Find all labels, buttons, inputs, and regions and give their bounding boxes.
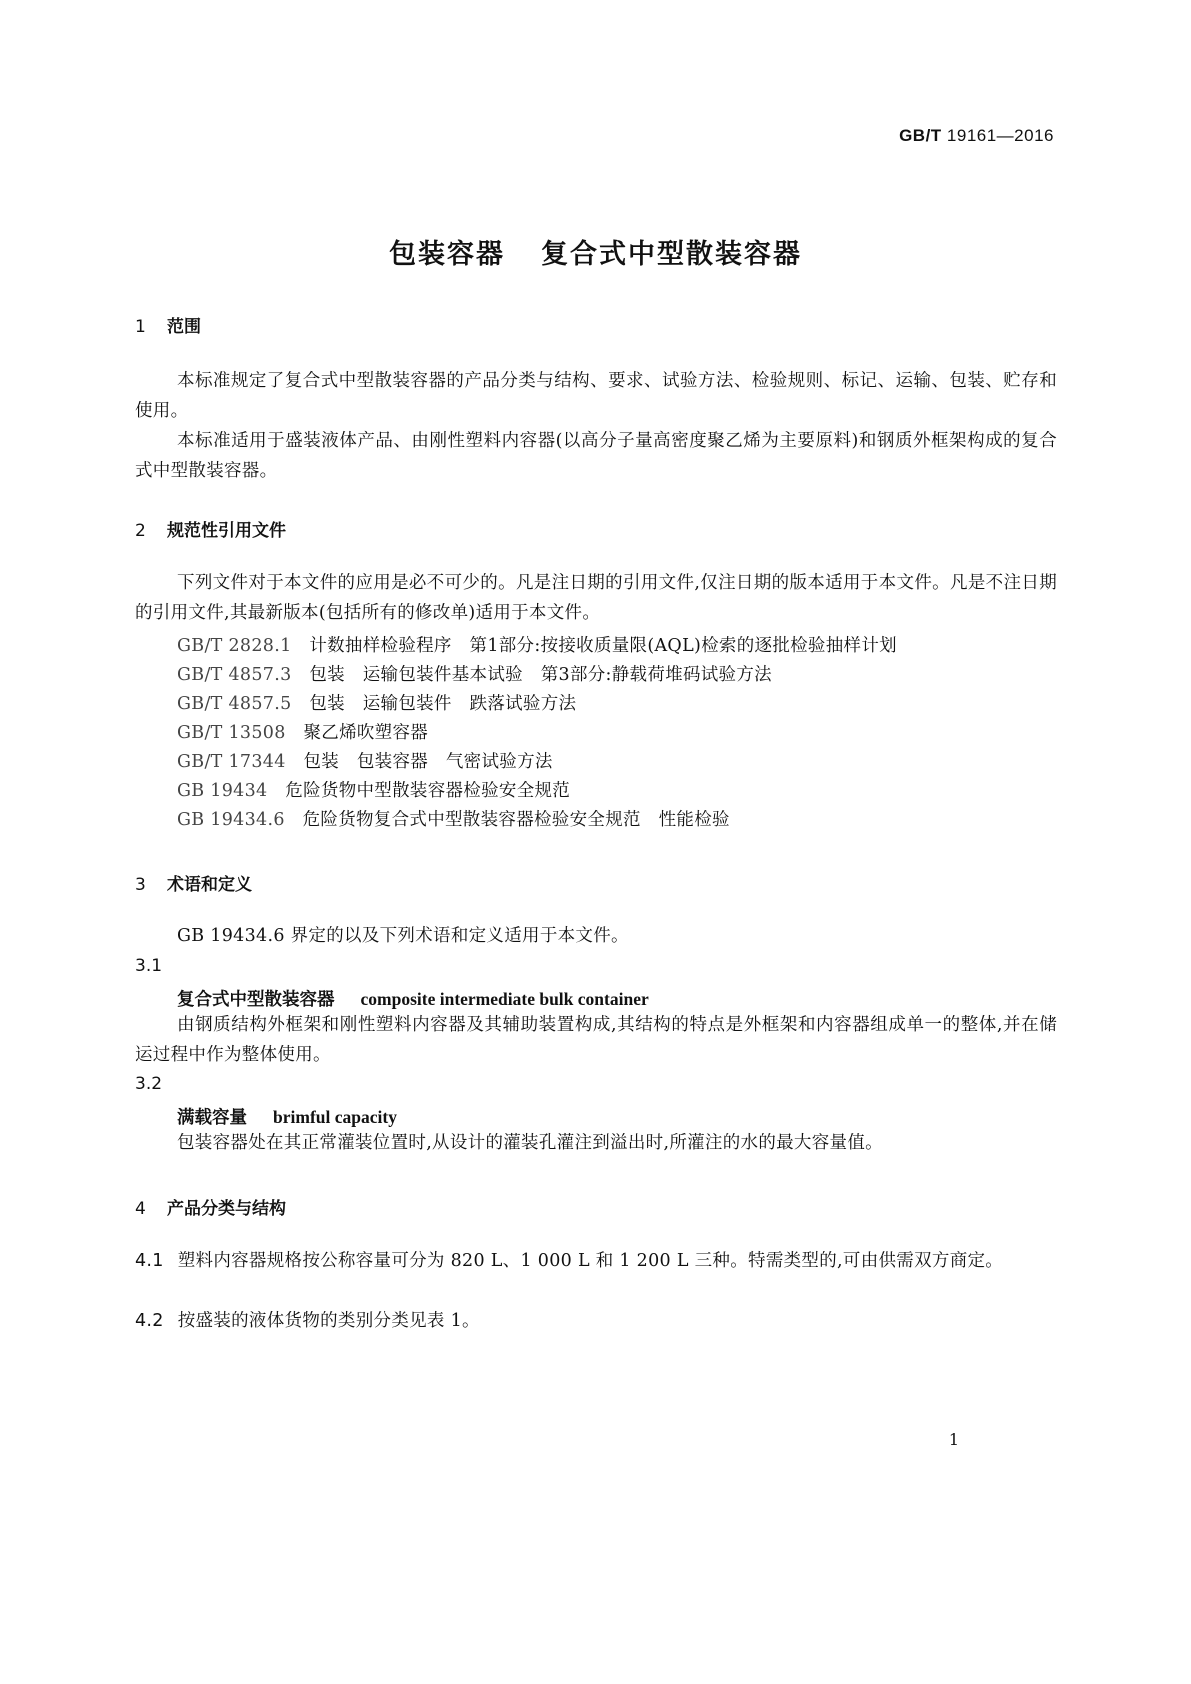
section-number: 3 <box>135 875 146 895</box>
section-title: 产品分类与结构 <box>167 1199 286 1219</box>
reference-title: 危险货物中型散装容器检验安全规范 <box>285 781 571 801</box>
section-1-paragraph-1: 本标准规定了复合式中型散装容器的产品分类与结构、要求、试验方法、检验规则、标记、运输、包装、贮存和使用。 <box>135 371 1057 421</box>
reference-code: GB/T 4857.5 <box>177 694 292 714</box>
title-part-2: 复合式中型散装容器 <box>541 239 802 270</box>
section-number: 1 <box>135 317 146 337</box>
term-definition: 包装容器处在其正常灌装位置时,从设计的灌装孔灌注到溢出时,所灌注的水的最大容量值。 <box>177 1133 883 1153</box>
section-title: 规范性引用文件 <box>167 521 286 541</box>
reference-item <box>177 748 553 773</box>
reference-title: 包装 运输包装件基本试验 第3部分:静载荷堆码试验方法 <box>309 665 772 685</box>
section-number: 2 <box>135 521 146 541</box>
reference-code: GB/T 4857.3 <box>177 665 292 685</box>
clause-4-1 <box>135 1246 1057 1276</box>
reference-title: 包装 运输包装件 跌落试验方法 <box>309 694 577 714</box>
section-title: 范围 <box>167 317 201 337</box>
term-entry <box>177 1104 397 1129</box>
reference-code: GB/T 2828.1 <box>177 636 292 656</box>
reference-item <box>177 719 428 744</box>
reference-title: 聚乙烯吹塑容器 <box>303 723 429 743</box>
clause-number: 4.2 <box>135 1311 164 1331</box>
standard-code: 19161—2016 <box>946 126 1054 145</box>
reference-item <box>177 632 897 657</box>
section-1-heading <box>135 312 201 337</box>
section-3-intro: GB 19434.6 界定的以及下列术语和定义适用于本文件。 <box>177 926 629 946</box>
clause-number: 4.1 <box>135 1251 164 1271</box>
term-definition: 由钢质结构外框架和刚性塑料内容器及其辅助装置构成,其结构的特点是外框架和内容器组成单一的整体,并在储运过程中作为整体使用。 <box>135 1015 1057 1065</box>
clause-4-2 <box>135 1306 1057 1336</box>
reference-item <box>177 690 576 715</box>
reference-code: GB/T 13508 <box>177 723 286 743</box>
section-1-paragraph-2: 本标准适用于盛装液体产品、由刚性塑料内容器(以高分子量高密度聚乙烯为主要原料)和钢质外框架构成的复合式中型散装容器。 <box>135 431 1057 481</box>
reference-title: 包装 包装容器 气密试验方法 <box>303 752 553 772</box>
section-4-heading <box>135 1194 286 1219</box>
reference-item <box>177 806 730 831</box>
section-number: 4 <box>135 1199 146 1219</box>
clause-text: 塑料内容器规格按公称容量可分为 820 L、1 000 L 和 1 200 L 三种。特需类型的,可由供需双方商定。 <box>177 1251 1004 1271</box>
section-2-heading <box>135 516 286 541</box>
reference-title: 计数抽样检验程序 第1部分:按接收质量限(AQL)检索的逐批检验抽样计划 <box>309 636 897 656</box>
reference-title: 危险货物复合式中型散装容器检验安全规范 性能检验 <box>302 810 730 830</box>
reference-code: GB/T 17344 <box>177 752 286 772</box>
reference-item <box>177 661 772 686</box>
clause-number: 3.2 <box>135 1074 163 1094</box>
standard-number <box>899 126 1054 146</box>
term-english: composite intermediate bulk container <box>360 989 649 1009</box>
title-part-1: 包装容器 <box>389 239 505 270</box>
reference-code: GB 19434 <box>177 781 268 801</box>
page-title <box>0 232 1191 271</box>
reference-item <box>177 777 570 802</box>
section-2-intro: 下列文件对于本文件的应用是必不可少的。凡是注日期的引用文件,仅注日期的版本适用于本文件。凡是不注日期的引用文件,其最新版本(包括所有的修改单)适用于本文件。 <box>135 573 1057 623</box>
reference-code: GB 19434.6 <box>177 810 285 830</box>
section-3-heading <box>135 870 252 895</box>
term-chinese: 满载容量 <box>177 1108 247 1128</box>
page-number: 1 <box>948 1430 959 1449</box>
section-title: 术语和定义 <box>167 875 252 895</box>
clause-text: 按盛装的液体货物的类别分类见表 1。 <box>177 1311 480 1331</box>
standard-prefix: GB/T <box>899 126 942 145</box>
term-english: brimful capacity <box>273 1107 397 1127</box>
term-entry <box>177 986 649 1011</box>
clause-number: 3.1 <box>135 956 163 976</box>
term-chinese: 复合式中型散装容器 <box>177 990 335 1010</box>
